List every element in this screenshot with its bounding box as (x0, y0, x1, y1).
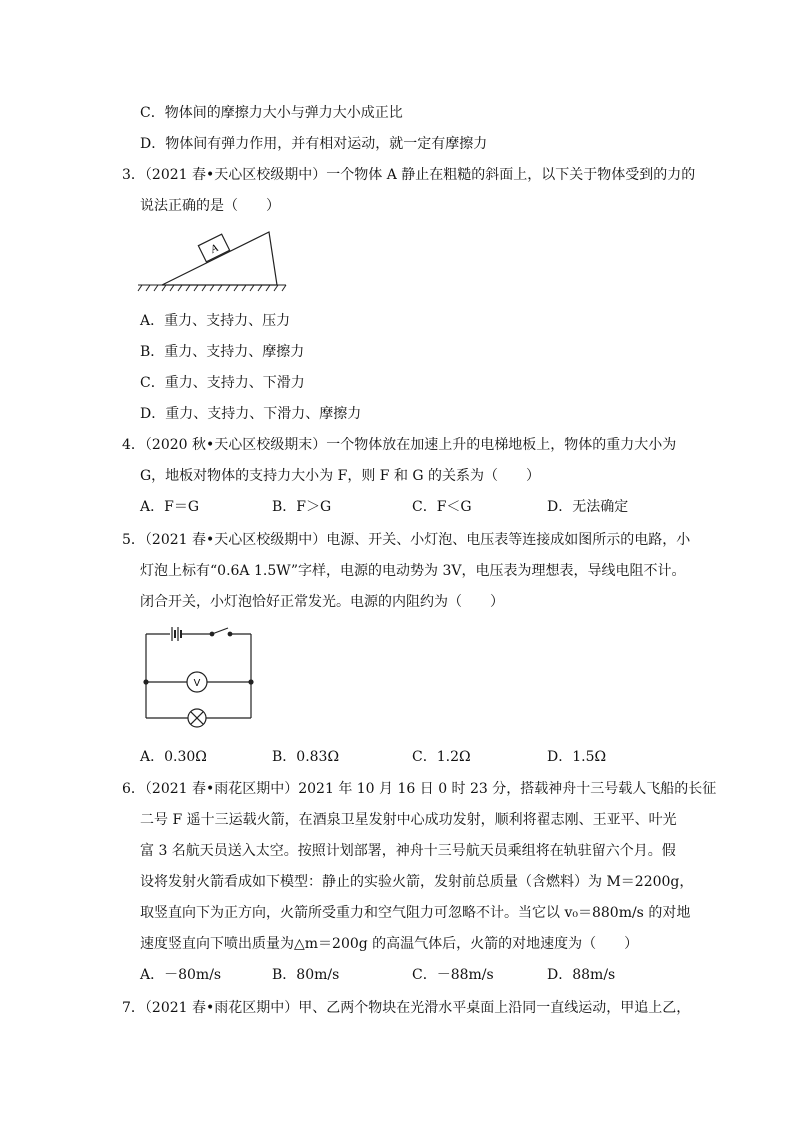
q3-incline-figure (136, 228, 288, 294)
q5-option-a: A．0.30Ω (140, 749, 207, 765)
q5-option-d: D．1.5Ω (547, 749, 607, 765)
q5-stem-line1: 5．（2021 春•天心区校级期中）电源、开关、小灯泡、电压表等连接成如图所示的电路，小 (122, 532, 691, 548)
q5-option-b: B．0.83Ω (272, 749, 340, 765)
q6-stem-line4: 设将发射火箭看成如下模型：静止的实验火箭，发射前总质量（含燃料）为 M＝2200g， (140, 874, 694, 890)
q2-option-c: C．物体间的摩擦力大小与弹力大小成正比 (140, 105, 403, 121)
block-a-label: A (208, 242, 221, 256)
q3-option-d: D．重力、支持力、下滑力、摩擦力 (140, 406, 362, 422)
q6-option-b: B．80m/s (272, 967, 340, 983)
q2-option-d: D．物体间有弹力作用，并有相对运动，就一定有摩擦力 (140, 136, 488, 152)
q6-stem-line6: 速度竖直向下喷出质量为△m＝200g 的高温气体后，火箭的对地速度为（ ） (140, 936, 639, 952)
q6-option-c: C．－88m/s (412, 967, 494, 983)
q3-stem-line1: 3．（2021 春•天心区校级期中）一个物体 A 静止在粗糙的斜面上，以下关于物体受到的力的 (122, 167, 696, 183)
q5-stem-line2: 灯泡上标有“0.6A 1.5W”字样，电源的电动势为 3V，电压表为理想表，导线电阻不计。 (140, 563, 686, 579)
q4-stem-line2: G，地板对物体的支持力大小为 F，则 F 和 G 的关系为（ ） (140, 468, 541, 484)
junction-dot-right (248, 679, 253, 684)
q4-option-b: B．F＞G (272, 499, 332, 515)
q5-option-c: C．1.2Ω (412, 749, 471, 765)
battery-icon (172, 627, 181, 641)
q5-circuit-diagram (140, 624, 258, 724)
q6-stem-line2: 二号 F 遥十三运载火箭，在酒泉卫星发射中心成功发射，顺利将翟志刚、王亚平、叶光 (140, 812, 677, 828)
q7-stem-line1: 7．（2021 春•雨花区期中）甲、乙两个物块在光滑水平桌面上沿同一直线运动，甲追上乙， (122, 1000, 691, 1016)
q6-stem-line1: 6．（2021 春•雨花区期中）2021 年 10 月 16 日 0 时 23 分，搭载神舟十三号载人飞船的长征 (122, 781, 717, 797)
q3-option-a: A．重力、支持力、压力 (140, 313, 291, 329)
q3-option-b: B．重力、支持力、摩擦力 (140, 344, 305, 360)
q3-stem-line2: 说法正确的是（ ） (140, 198, 280, 214)
q6-stem-line3: 富 3 名航天员送入太空。按照计划部署，神舟十三号航天员乘组将在轨驻留六个月。假 (140, 843, 676, 859)
switch-icon (210, 628, 232, 636)
q5-stem-line3: 闭合开关，小灯泡恰好正常发光。电源的内阻约为（ ） (140, 594, 504, 610)
q4-option-d: D．无法确定 (547, 499, 629, 515)
lamp-icon (188, 709, 206, 727)
ground-hatching (138, 285, 286, 291)
q3-option-c: C．重力、支持力、下滑力 (140, 375, 305, 391)
junction-dot-left (143, 679, 148, 684)
q6-option-d: D．88m/s (547, 967, 616, 983)
q6-option-a: A．－80m/s (140, 967, 222, 983)
voltmeter-label: V (193, 678, 201, 689)
q4-option-c: C．F＜G (412, 499, 472, 515)
q4-option-a: A．F＝G (140, 499, 200, 515)
q6-stem-line5: 取竖直向下为正方向，火箭所受重力和空气阻力可忽略不计。当它以 v₀＝880m/s 的对地 (140, 905, 691, 921)
block-a (198, 234, 229, 262)
q4-stem-line1: 4．（2020 秋•天心区校级期末）一个物体放在加速上升的电梯地板上，物体的重力大小为 (122, 437, 677, 453)
